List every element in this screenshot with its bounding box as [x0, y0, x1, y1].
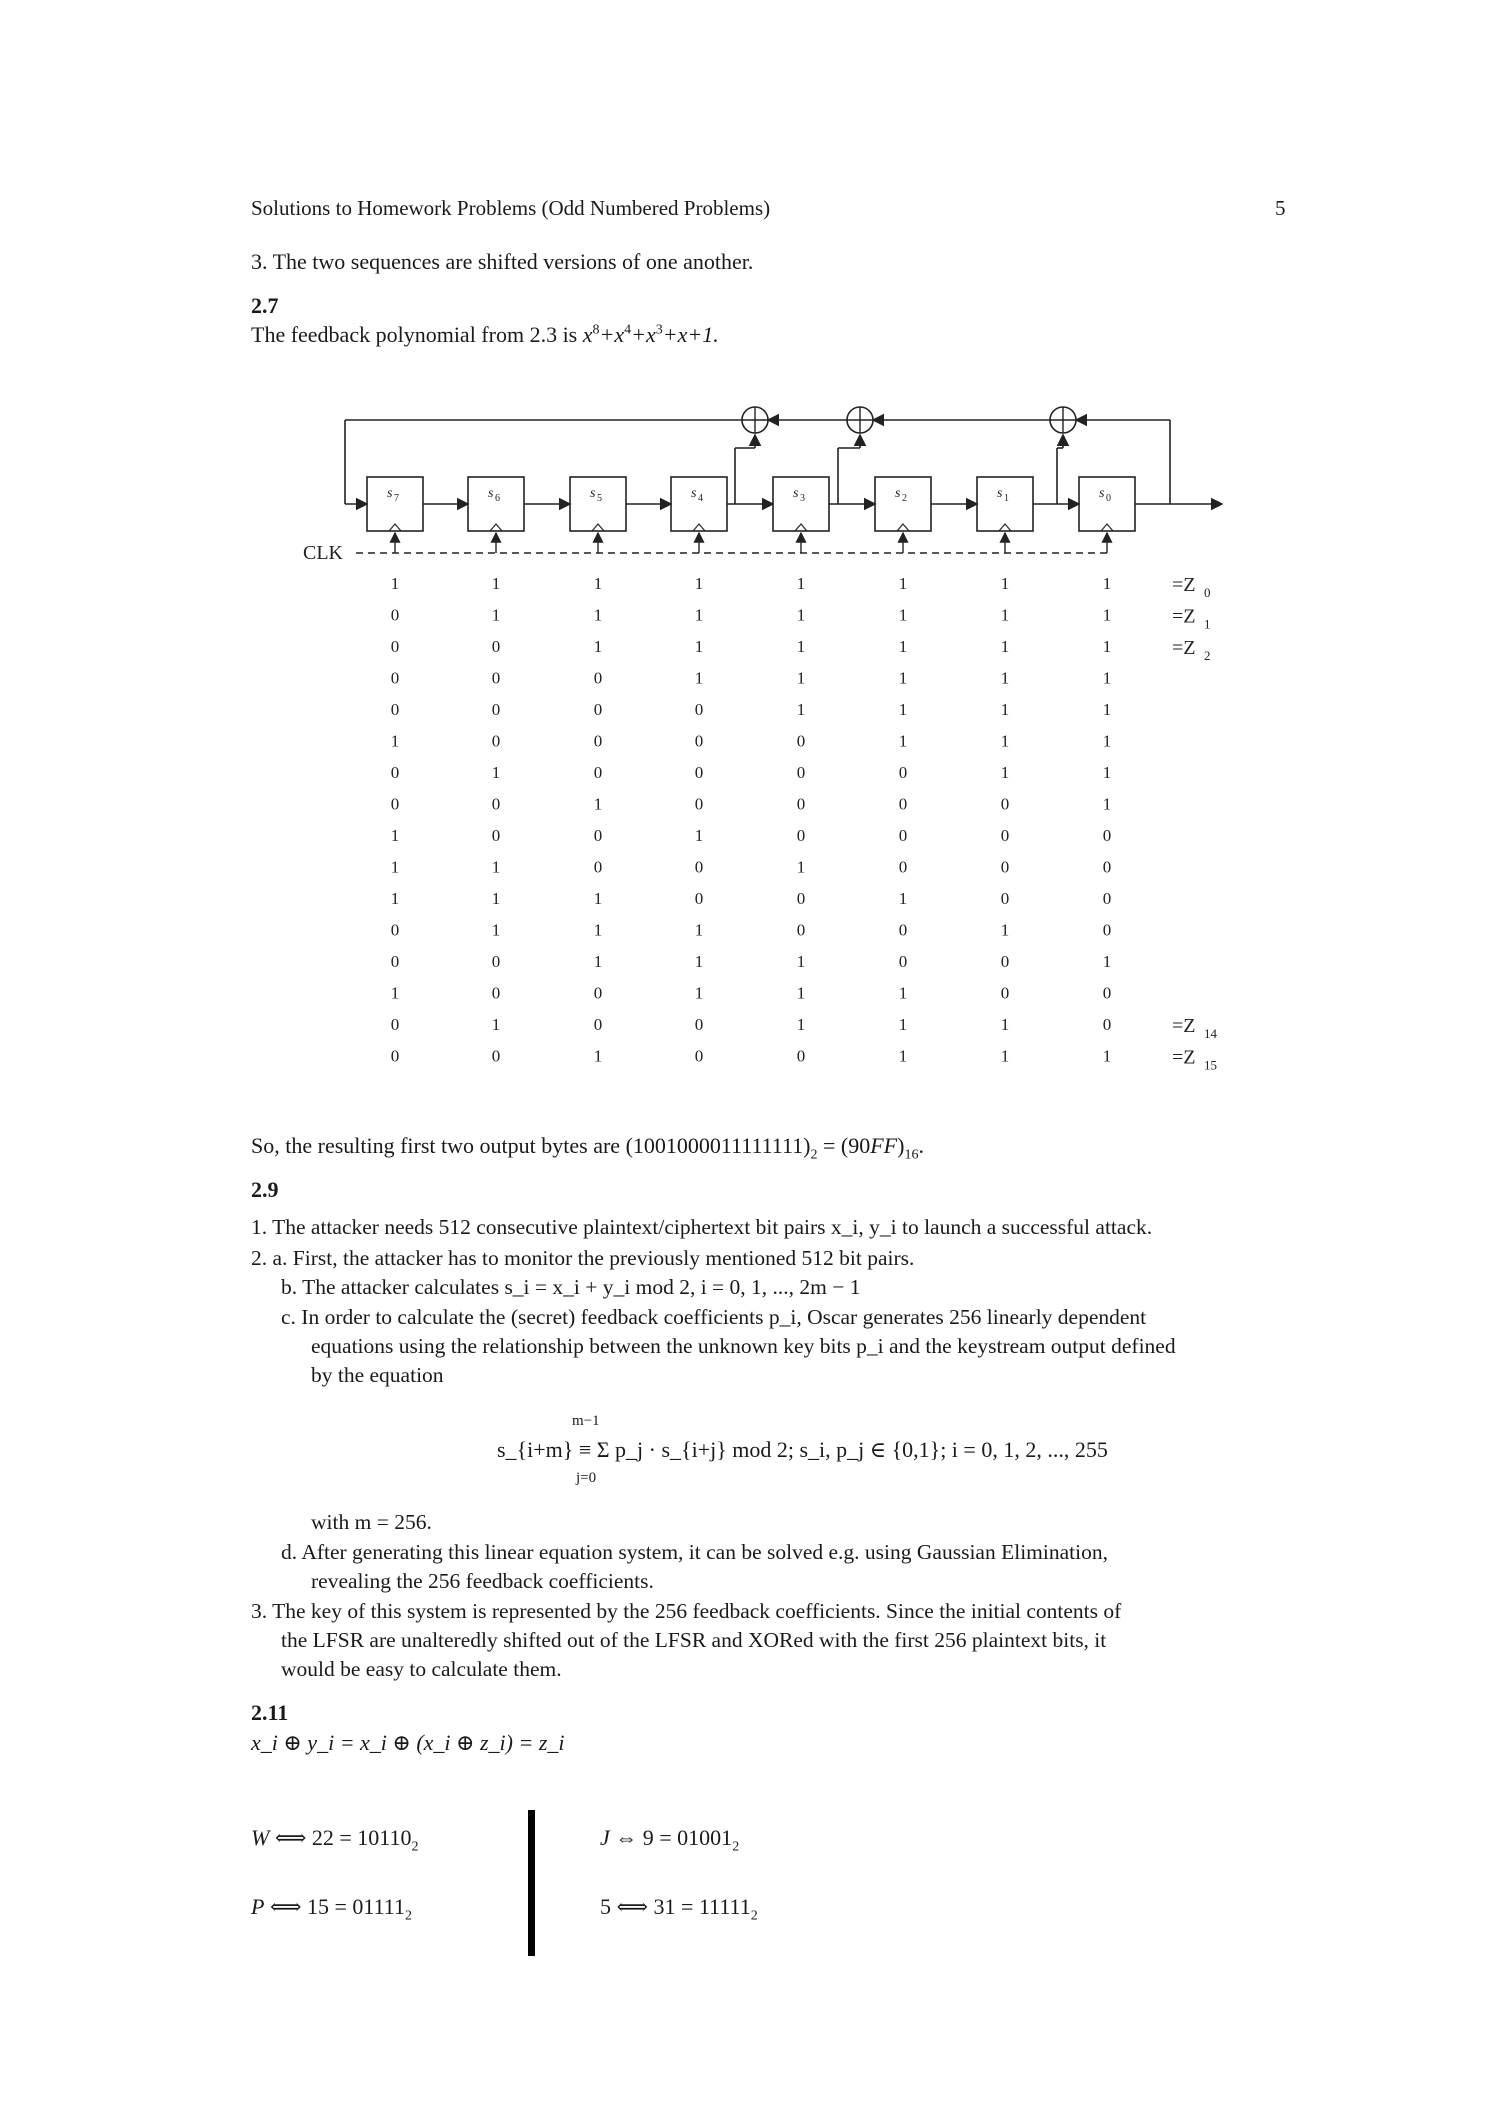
output-label-sub: 1	[1204, 616, 1211, 632]
item-3-line2: the LFSR are unalteredly shifted out of the LFSR and XORed with the first 256 plaintext bits, it	[281, 1628, 1107, 1652]
register-sub-s7: 7	[394, 493, 399, 504]
state-cell: 0	[593, 1015, 603, 1034]
feedback-equation: s_{i+m} ≡ Σ p_j · s_{i+j} mod 2; s_i, p_j ∈ {0,1}; i = 0, 1, 2, ..., 255	[497, 1437, 1108, 1462]
state-cell: 1	[1000, 731, 1010, 751]
state-cell: 1	[491, 1015, 501, 1034]
section-heading-2-11: 2.11	[251, 1700, 289, 1725]
register-box-s2	[875, 477, 931, 531]
state-cell: 0	[1102, 983, 1112, 1003]
state-cell: 0	[593, 983, 603, 1003]
state-cell: 1	[694, 983, 704, 1003]
item-2c-line3: by the equation	[311, 1363, 444, 1387]
state-cell: 1	[898, 1015, 908, 1034]
state-cell: 1	[796, 1015, 806, 1034]
poly-x3: +x	[631, 322, 656, 347]
state-cell: 0	[1102, 857, 1112, 877]
state-cell: 0	[1000, 857, 1010, 877]
state-cell: 0	[1102, 1015, 1112, 1034]
state-cell: 1	[796, 668, 806, 688]
state-cell: 1	[796, 952, 806, 971]
state-cell: 1	[1102, 794, 1112, 814]
state-cell: 1	[898, 637, 908, 656]
state-cell: 1	[593, 574, 603, 593]
state-cell: 1	[796, 574, 806, 593]
encoding-w	[251, 1825, 418, 1855]
state-cell: 1	[390, 889, 400, 908]
sum-upper-limit: m−1	[572, 1413, 600, 1429]
state-cell: 1	[390, 983, 400, 1003]
state-cell: 1	[593, 794, 603, 814]
state-cell: 0	[1000, 983, 1010, 1003]
state-cell: 1	[694, 668, 704, 688]
state-cell: 0	[390, 794, 400, 814]
poly-x8: x	[582, 322, 593, 347]
state-cell: 0	[390, 700, 400, 719]
state-cell: 1	[491, 920, 501, 940]
state-cell: 1	[1102, 1046, 1112, 1066]
state-cell: 0	[694, 794, 704, 814]
result-dot: .	[918, 1133, 924, 1158]
state-cell: 1	[593, 889, 603, 908]
state-cell: 1	[593, 637, 603, 656]
state-cell: 0	[796, 731, 806, 751]
state-cell: 1	[491, 763, 501, 782]
state-cell: 0	[390, 605, 400, 625]
state-cell: 1	[898, 731, 908, 751]
encoding-j	[600, 1825, 739, 1855]
base-j: 2	[732, 1839, 740, 1855]
state-cell: 0	[491, 637, 501, 656]
lfsr-diagram	[0, 390, 1500, 1110]
state-cell: 0	[390, 1015, 400, 1034]
state-cell: 0	[694, 1046, 704, 1066]
state-cell: 0	[593, 763, 603, 782]
register-label-s2: s	[895, 486, 901, 501]
result-hex-base: 16	[904, 1147, 919, 1163]
output-label-sub: 0	[1204, 585, 1211, 600]
register-sub-s6: 6	[495, 493, 500, 504]
state-cell: 1	[593, 605, 603, 625]
item-2c-line2: equations using the relationship between the unknown key bits p_i and the keystream output defined	[311, 1334, 1176, 1358]
item-2b: b. The attacker calculates s_i = x_i + y_i mod 2, i = 0, 1, ..., 2m − 1	[281, 1275, 861, 1299]
output-label-sub: 14	[1204, 1026, 1217, 1041]
state-cell: 0	[1102, 826, 1112, 845]
state-cell: 1	[390, 731, 400, 751]
state-cell: 1	[1102, 731, 1112, 751]
state-cell: 0	[1000, 794, 1010, 814]
register-box-s5	[570, 477, 626, 531]
state-cell: 0	[593, 731, 603, 751]
state-cell: 1	[898, 700, 908, 719]
state-cell: 0	[390, 1046, 400, 1066]
page-number: 5	[1275, 196, 1286, 220]
state-cell: 0	[796, 889, 806, 908]
state-cell: 1	[1000, 763, 1010, 782]
state-cell: 1	[1102, 668, 1112, 688]
state-cell: 1	[390, 574, 400, 593]
state-cell: 0	[898, 952, 908, 971]
register-label-s7: s	[387, 486, 393, 501]
arrow-j: ⇔	[615, 1825, 638, 1850]
poly-intro: The feedback polynomial from 2.3 is	[251, 322, 578, 347]
state-cell: 0	[593, 857, 603, 877]
register-sub-s0: 0	[1106, 493, 1111, 504]
result-binary: (1001000011111111)	[625, 1133, 811, 1158]
register-sub-s1: 1	[1004, 493, 1009, 504]
state-cell: 0	[694, 889, 704, 908]
state-cell: 1	[491, 889, 501, 908]
state-cell: 0	[1000, 826, 1010, 845]
state-cell: 0	[694, 700, 704, 719]
register-box-s3	[773, 477, 829, 531]
register-box-s4	[671, 477, 727, 531]
arrow-p: ⟺	[269, 1894, 302, 1919]
var-5: 5	[600, 1894, 611, 1919]
output-label: =Z	[1172, 1046, 1196, 1069]
base-5: 2	[750, 1908, 758, 1924]
state-cell: 0	[491, 1046, 501, 1066]
state-cell: 0	[593, 668, 603, 688]
state-cell: 0	[898, 826, 908, 845]
state-cell: 0	[491, 731, 501, 751]
state-cell: 0	[1000, 889, 1010, 908]
output-label: =Z	[1172, 605, 1196, 628]
register-box-s7	[367, 477, 423, 531]
state-cell: 1	[1000, 920, 1010, 940]
state-cell: 1	[796, 700, 806, 719]
register-box-s0	[1079, 477, 1135, 531]
register-sub-s3: 3	[800, 493, 805, 504]
base-p: 2	[404, 1908, 412, 1924]
register-sub-s2: 2	[902, 493, 907, 504]
state-cell: 1	[1102, 605, 1112, 625]
state-cell: 0	[898, 857, 908, 877]
output-label-sub: 15	[1204, 1057, 1217, 1073]
clock-label: CLK	[303, 542, 343, 564]
state-cell: 1	[1000, 668, 1010, 688]
state-cell: 1	[593, 920, 603, 940]
state-cell: 1	[593, 952, 603, 971]
state-cell: 0	[390, 920, 400, 940]
result-equals: = (90	[817, 1133, 871, 1158]
register-label-s4: s	[691, 486, 697, 501]
state-cell: 0	[796, 763, 806, 782]
item-2c-line1: c. In order to calculate the (secret) feedback coefficients p_i, Oscar generates 256 linearly dependent	[281, 1305, 1147, 1329]
register-label-s5: s	[590, 486, 596, 501]
value-w: 22 = 10110	[311, 1825, 412, 1850]
state-cell: 1	[694, 952, 704, 971]
running-header: Solutions to Homework Problems (Odd Numbered Problems)	[251, 196, 771, 220]
state-cell: 1	[796, 637, 806, 656]
poly-exp-3: 3	[655, 322, 663, 338]
poly-exp-4: 4	[624, 322, 632, 338]
state-cell: 0	[694, 763, 704, 782]
state-cell: 1	[694, 826, 704, 845]
state-cell: 0	[491, 983, 501, 1003]
state-cell: 0	[390, 763, 400, 782]
state-cell: 0	[1102, 920, 1112, 940]
state-cell: 1	[1102, 637, 1112, 656]
register-box-s6	[468, 477, 524, 531]
state-cell: 0	[796, 1046, 806, 1066]
encoding-p	[251, 1894, 412, 1924]
state-cell: 1	[1000, 700, 1010, 719]
state-cell: 0	[491, 952, 501, 971]
encoding-5	[600, 1894, 758, 1924]
register-sub-s5: 5	[597, 493, 602, 504]
state-cell: 0	[694, 731, 704, 751]
state-cell: 1	[1102, 574, 1112, 593]
state-cell: 1	[491, 574, 501, 593]
state-cell: 1	[694, 574, 704, 593]
item-3-line1: 3. The key of this system is represented by the 256 feedback coefficients. Since the initial contents of	[251, 1599, 1122, 1623]
sum-lower-limit: j=0	[576, 1470, 597, 1486]
item-2a: 2. a. First, the attacker has to monitor the previously mentioned 512 bit pairs.	[251, 1246, 915, 1270]
state-cell: 0	[390, 668, 400, 688]
state-cell: 1	[390, 857, 400, 877]
state-cell: 1	[694, 605, 704, 625]
output-label-sub: 2	[1204, 648, 1211, 663]
value-p: 15 = 01111	[307, 1894, 405, 1919]
state-cell: 1	[694, 637, 704, 656]
state-cell: 1	[898, 983, 908, 1003]
state-cell: 1	[1102, 763, 1112, 782]
state-cell: 0	[491, 826, 501, 845]
output-label: =Z	[1172, 637, 1196, 659]
result-line	[251, 1133, 924, 1163]
state-cell: 1	[1102, 952, 1112, 971]
state-cell: 1	[1102, 700, 1112, 719]
state-cell: 0	[796, 920, 806, 940]
var-j: J	[600, 1825, 610, 1850]
state-cell: 1	[1000, 637, 1010, 656]
poly-x4: +x	[599, 322, 625, 347]
output-label: =Z	[1172, 574, 1196, 596]
output-label: =Z	[1172, 1015, 1196, 1037]
register-label-s6: s	[488, 486, 494, 501]
result-close: )	[897, 1133, 905, 1158]
state-cell: 1	[694, 920, 704, 940]
state-cell: 1	[1000, 574, 1010, 593]
xor-equation: x_i ⊕ y_i = x_i ⊕ (x_i ⊕ z_i) = z_i	[251, 1730, 565, 1755]
result-binary-base: 2	[810, 1147, 818, 1163]
state-cell: 1	[1000, 605, 1010, 625]
var-p: P	[251, 1894, 265, 1919]
register-sub-s4: 4	[698, 493, 703, 504]
state-cell: 1	[491, 605, 501, 625]
state-cell: 1	[898, 889, 908, 908]
state-cell: 1	[898, 574, 908, 593]
item-3-line3: would be easy to calculate them.	[281, 1657, 562, 1681]
value-5: 31 = 11111	[653, 1894, 751, 1919]
state-cell: 0	[593, 700, 603, 719]
state-cell: 1	[898, 668, 908, 688]
state-cell: 1	[898, 1046, 908, 1066]
state-cell: 0	[694, 857, 704, 877]
state-cell: 0	[898, 794, 908, 814]
state-cell: 1	[796, 857, 806, 877]
poly-exp-8: 8	[592, 322, 600, 338]
arrow-5: ⟺	[616, 1894, 649, 1919]
state-cell: 0	[390, 637, 400, 656]
value-j: 9 = 01001	[642, 1825, 733, 1850]
state-cell: 0	[491, 668, 501, 688]
state-cell: 1	[796, 605, 806, 625]
state-cell: 0	[1102, 889, 1112, 908]
state-cell: 0	[898, 763, 908, 782]
register-label-s1: s	[997, 486, 1003, 501]
arrow-w: ⟺	[274, 1825, 307, 1850]
state-cell: 1	[491, 857, 501, 877]
var-w: W	[251, 1825, 270, 1850]
poly-tail: +x+1.	[662, 322, 719, 347]
item-2d-line2: revealing the 256 feedback coefficients.	[311, 1569, 654, 1593]
register-label-s3: s	[793, 486, 799, 501]
state-cell: 1	[390, 826, 400, 845]
state-cell: 0	[491, 700, 501, 719]
state-cell: 0	[694, 1015, 704, 1034]
register-box-s1	[977, 477, 1033, 531]
state-cell: 0	[796, 794, 806, 814]
state-cell: 0	[390, 952, 400, 971]
state-cell: 0	[1000, 952, 1010, 971]
register-label-s0: s	[1099, 486, 1105, 501]
state-cell: 1	[898, 605, 908, 625]
result-ff: FF	[870, 1133, 898, 1158]
base-w: 2	[411, 1839, 419, 1855]
state-cell: 0	[796, 826, 806, 845]
item-2d-line1: d. After generating this linear equation system, it can be solved e.g. using Gaussian Elimination,	[281, 1540, 1108, 1564]
state-cell: 0	[491, 794, 501, 814]
result-text: So, the resulting first two output bytes are	[251, 1133, 621, 1158]
state-cell: 1	[593, 1046, 603, 1066]
state-cell: 0	[898, 920, 908, 940]
state-cell: 1	[796, 983, 806, 1003]
vertical-divider	[528, 1810, 535, 1956]
with-m: with m = 256.	[311, 1510, 432, 1534]
section-heading-2-9: 2.9	[251, 1177, 279, 1202]
state-cell: 1	[1000, 1015, 1010, 1034]
intro-item: 3. The two sequences are shifted versions of one another.	[251, 249, 754, 274]
state-cell: 1	[1000, 1046, 1010, 1066]
state-cell: 0	[593, 826, 603, 845]
feedback-polynomial-text	[251, 322, 719, 348]
section-heading-2-7: 2.7	[251, 293, 279, 318]
item-1: 1. The attacker needs 512 consecutive plaintext/ciphertext bit pairs x_i, y_i to launch a successful attack.	[251, 1215, 1153, 1239]
